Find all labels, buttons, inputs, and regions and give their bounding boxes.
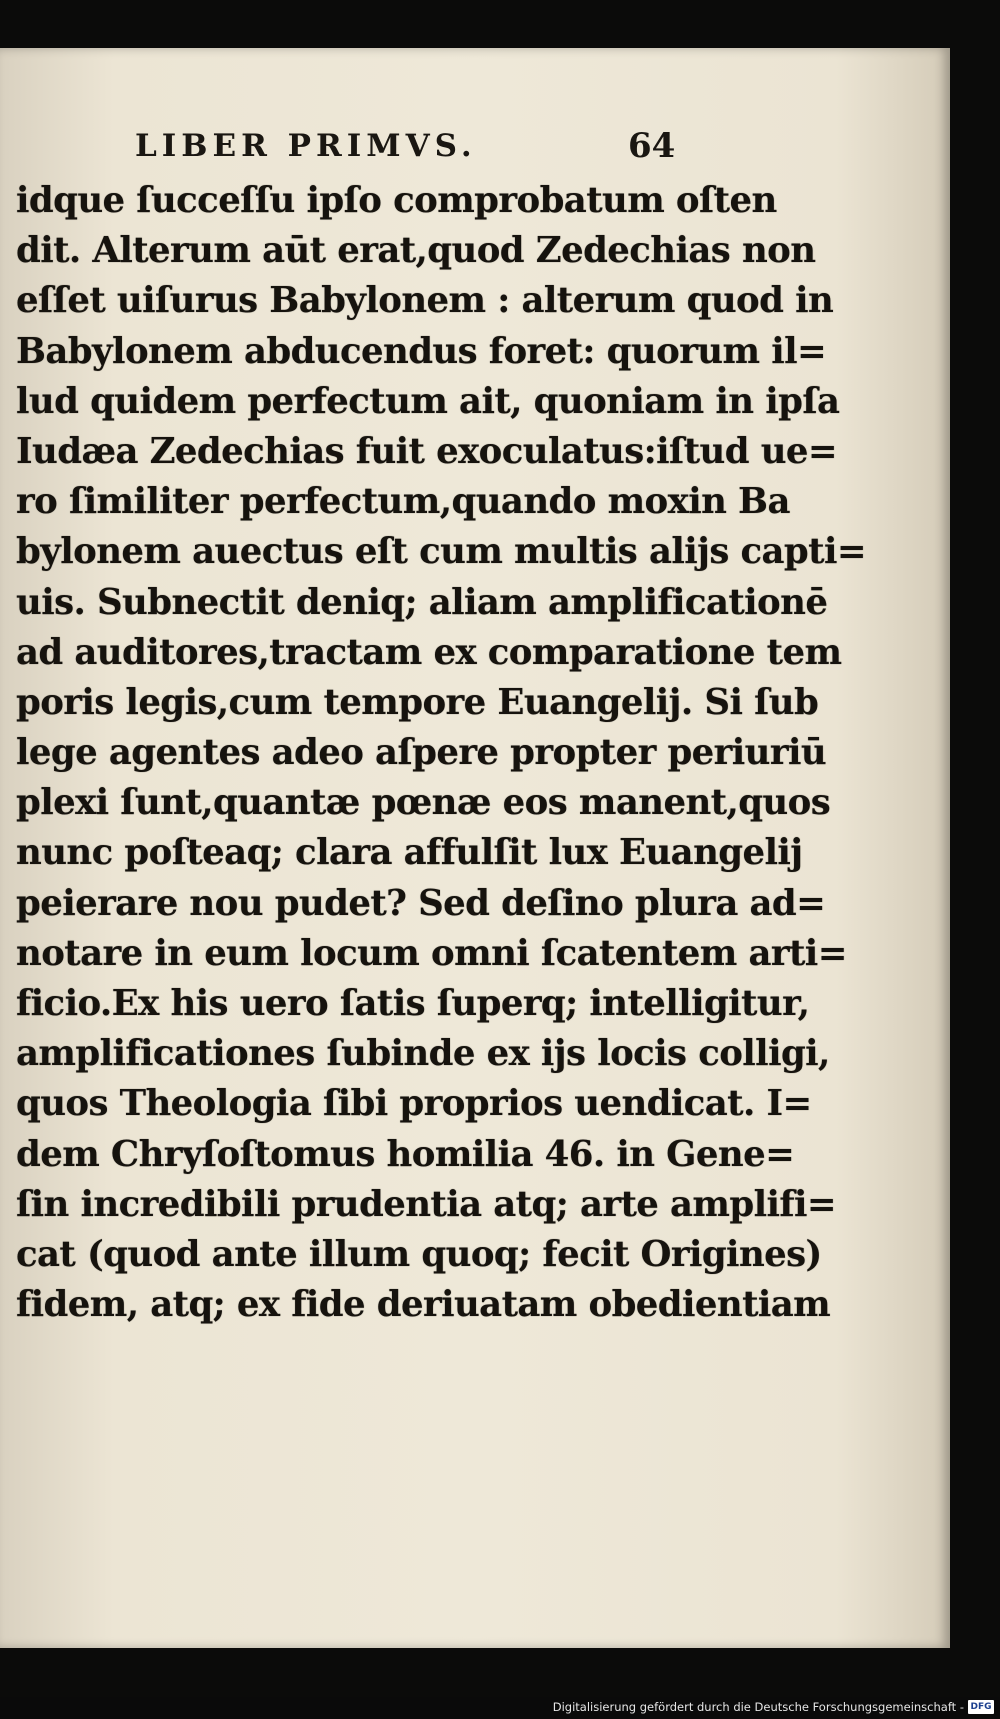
- text-line: ad auditores,tractam ex comparatione tem: [16, 631, 842, 673]
- text-line: idque ſucceſſu ipſo comprobatum oſten: [16, 180, 777, 221]
- text-line: notare in eum locum omni ſcatentem arti=: [16, 932, 847, 974]
- page-number: 64: [628, 126, 676, 166]
- text-line: poris legis,cum tempore Euangelij. Si ſub: [16, 681, 819, 723]
- footer-credit: Digitalisierung gefördert durch die Deutsche Forschungsgemeinschaft -: [552, 1700, 964, 1714]
- text-line: dit. Alterum aūt erat,quod Zedechias non: [16, 230, 816, 272]
- text-line: lud quidem perfectum ait, quoniam in ipſa: [16, 380, 840, 422]
- dfg-logo: DFG: [968, 1700, 994, 1714]
- text-line: dem Chryſoſtomus homilia 46. in Gene=: [16, 1133, 795, 1175]
- text-line: ſin incredibili prudentia atq; arte amplifi=: [16, 1183, 837, 1225]
- running-title: LIBER PRIMVS.: [135, 128, 477, 164]
- text-line: nunc poſteaq; clara affulſit lux Euangelij: [16, 832, 803, 874]
- text-line: peierare nou pudet? Sed deſino plura ad=: [16, 882, 826, 924]
- text-line: cat (quod ante illum quoq; fecit Origines): [16, 1233, 822, 1275]
- running-head: [0, 118, 950, 168]
- text-line: plexi ſunt,quantæ pœnæ eos manent,quos: [16, 782, 831, 824]
- text-line: Babylonem abducendus foret: quorum il=: [16, 330, 827, 372]
- text-line: ficio.Ex his uero ſatis ſuperq; intelligitur,: [16, 983, 810, 1024]
- text-line: amplificationes ſubinde ex ijs locis colligi,: [16, 1033, 830, 1075]
- text-line: Iudæa Zedechias fuit exoculatus:iſtud ue=: [16, 430, 838, 472]
- text-line: fidem, atq; ex fide deriuatam obedientiam: [16, 1284, 831, 1326]
- body-text: [16, 176, 866, 1330]
- footer-bar: [0, 1697, 1000, 1719]
- text-line: lege agentes adeo aſpere propter periuriū: [16, 732, 827, 774]
- book-page: [0, 48, 950, 1648]
- text-line: quos Theologia ſibi proprios uendicat. I=: [16, 1083, 812, 1125]
- text-line: uis. Subnectit deniq; aliam amplificationē: [16, 581, 828, 623]
- text-line: ro ſimiliter perfectum,quando moxin Ba: [16, 481, 790, 523]
- text-line: bylonem auectus eſt cum multis alijs capti=: [16, 531, 866, 573]
- text-line: eſſet uiſurus Babylonem : alterum quod in: [16, 280, 834, 322]
